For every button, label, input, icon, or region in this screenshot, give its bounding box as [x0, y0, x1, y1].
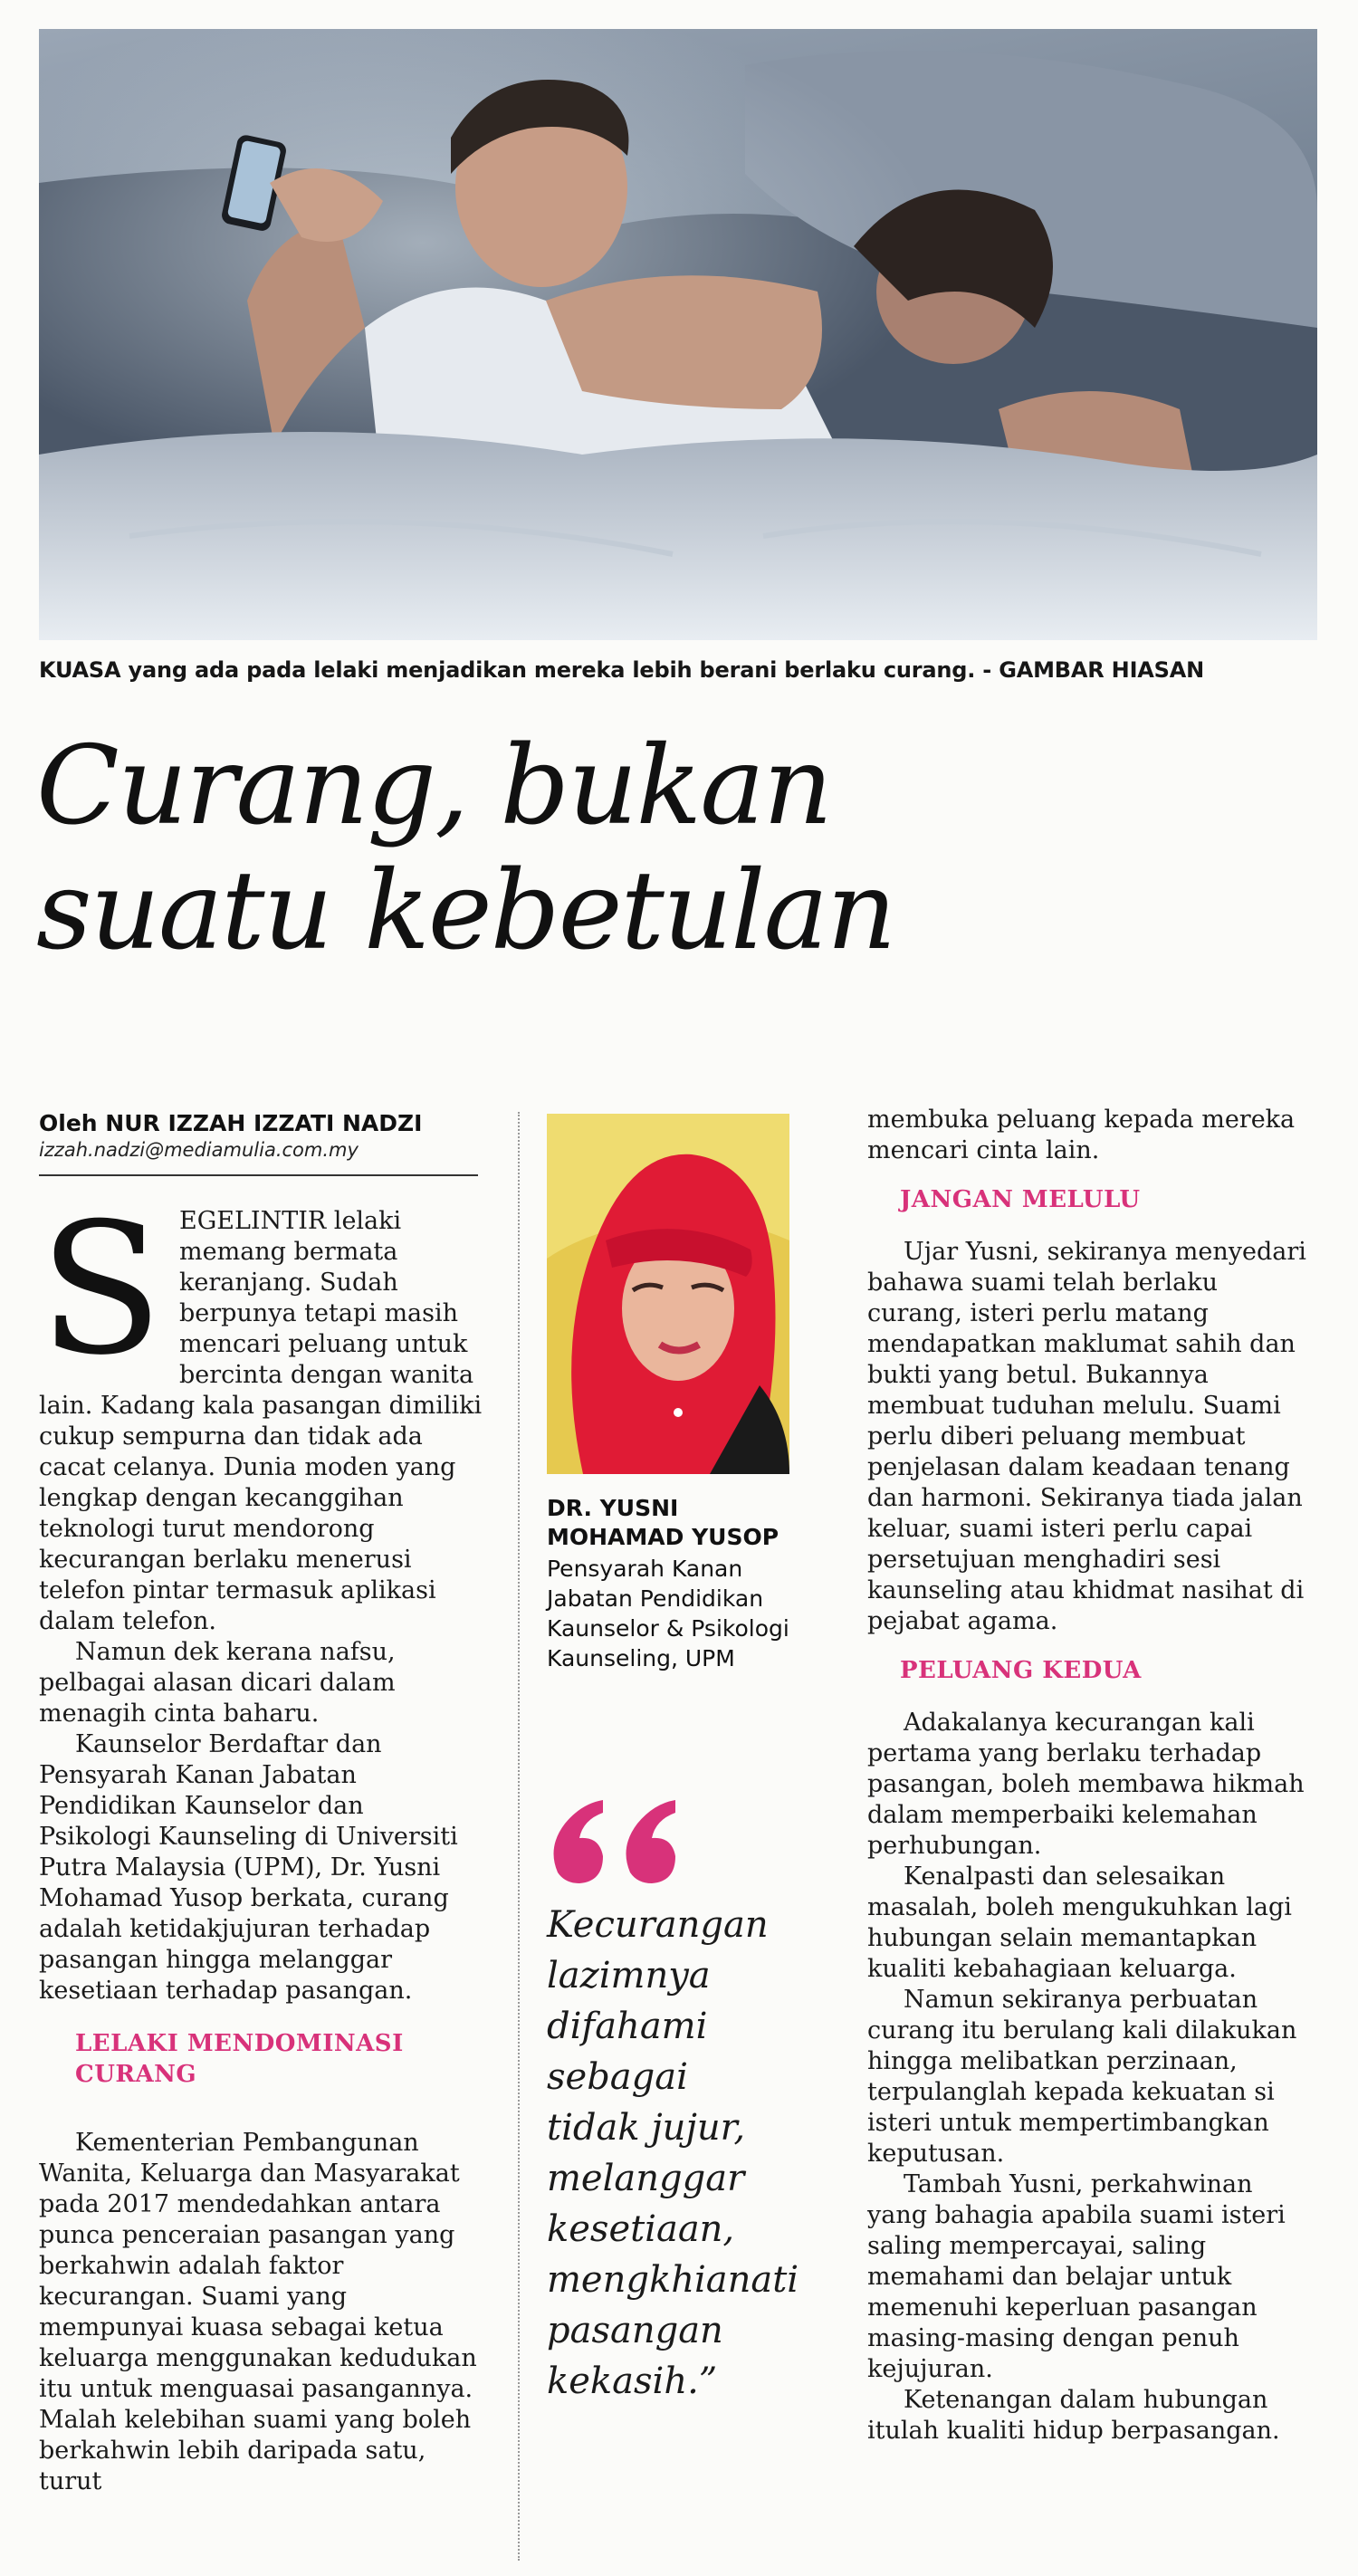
article-column-3 [867, 1105, 1320, 2447]
profile-title: Pensyarah Kanan Jabatan Pendidikan Kaunselor & Psikologi Kaunseling, UPM [547, 1556, 789, 1671]
column-divider [518, 1112, 520, 2561]
quote-mark-icon [547, 1793, 692, 1892]
caption-text: yang ada pada lelaki menjadikan mereka lebih berani berlaku curang. - GAMBAR HIASAN [120, 657, 1205, 683]
paragraph: Tambah Yusni, perkahwinan yang bahagia apabila suami isteri saling mempercayai, saling memahami dan belajar untuk memenuhi keperluan pasangan masing-masing dengan penuh kejujuran. [867, 2170, 1286, 2383]
profile-name: DR. YUSNI MOHAMAD YUSOP [547, 1495, 779, 1550]
subheading: JANGAN MELULU [900, 1186, 1141, 1213]
headline-line-2: suatu kebetulan [36, 848, 895, 974]
caption-lead: KUASA [39, 657, 121, 683]
paragraph: Kenalpasti dan selesaikan masalah, boleh mengukuhkan lagi hubungan selain memantapkan kualiti kebahagiaan keluarga. [867, 1863, 1292, 1983]
paragraph: membuka peluang kepada mereka mencari cinta lain. [867, 1106, 1296, 1164]
article-column-1 [39, 1184, 483, 2497]
byline-author: Oleh NUR IZZAH IZZATI NADZI [39, 1110, 423, 1136]
woman-in-hijab-portrait [547, 1114, 789, 1474]
byline-email: izzah.nadzi@mediamulia.com.my [39, 1139, 359, 1161]
paragraph: Kaunselor Berdaftar dan Pensyarah Kanan Jabatan Pendidikan Kaunselor dan Psikologi Kaunseling di Universiti Putra Malaysia (UPM), Dr. Yusni Mohamad Yusop berkata, curang adalah ketidakjujuran terhadap pasangan hingga melanggar kesetiaan terhadap pasangan. [39, 1730, 458, 2005]
paragraph: Ujar Yusni, sekiranya menyedari bahawa suami telah berlaku curang, isteri perlu matang mendapatkan maklumat sahih dan bukti yang betul. Bukannya membuat tuduhan melulu. Suami perlu diberi peluang membuat penjelasan dalam keadaan tenang dan harmoni. Sekiranya tiada jalan keluar, suami isteri perlu capai persetujuan menghadiri sesi kaunseling atau khidmat nasihat di pejabat agama. [867, 1238, 1306, 1635]
subheading: LELAKI MENDOMINASI CURANG [75, 2030, 404, 2088]
paragraph: Namun dek kerana nafsu, pelbagai alasan dicari dalam menagih cinta baharu. [39, 1638, 396, 1728]
headline [36, 724, 1123, 974]
paragraph: Kementerian Pembangunan Wanita, Keluarga dan Masyarakat pada 2017 mendedahkan antara punca penceraian pasangan yang berkahwin adalah faktor kecurangan. Suami yang mempunyai kuasa sebagai ketua keluarga menggunakan kedudukan itu untuk menguasai pasangannya. Malah kelebihan suami yang boleh berkahwin lebih daripada satu, turut [39, 2129, 477, 2495]
subheading: PELUANG KEDUA [900, 1657, 1142, 1684]
paragraph: Namun sekiranya perbuatan curang itu berulang kali dilakukan hingga melibatkan perzinaan, terpulanglah kepada kekuatan si isteri untuk mempertimbangkan keputusan. [867, 1986, 1297, 2168]
drop-cap: S [39, 1184, 164, 1395]
headline-line-1: Curang, bukan [36, 723, 832, 849]
paragraph: SEGELINTIR lelaki memang bermata keranjang. Sudah berpunya tetapi masih mencari peluang untuk bercinta dengan wanita lain. Kadang kala pasangan dimiliki cukup sempurna dan tidak ada cacat celanya. Dunia moden yang lengkap dengan kecanggihan teknologi turut mendorong kecurangan berlaku menerusi telefon pintar termasuk aplikasi dalam telefon. [39, 1184, 483, 1635]
photo-caption [39, 657, 1317, 683]
paragraph: Adakalanya kecurangan kali pertama yang berlaku terhadap pasangan, boleh membawa hikmah dalam memperbaiki kelemahan perhubungan. [867, 1709, 1305, 1860]
byline-divider [39, 1174, 478, 1176]
hero-photo [39, 29, 1317, 640]
couple-in-bed-photo [39, 29, 1317, 640]
profile-portrait [547, 1114, 789, 1474]
paragraph: Ketenangan dalam hubungan itulah kualiti hidup berpasangan. [867, 2386, 1280, 2445]
pull-quote: Kecurangan lazimnya difahami sebagai tidak jujur, melanggar kesetiaan, mengkhianati pasangan kekasih.” [547, 1904, 799, 2402]
